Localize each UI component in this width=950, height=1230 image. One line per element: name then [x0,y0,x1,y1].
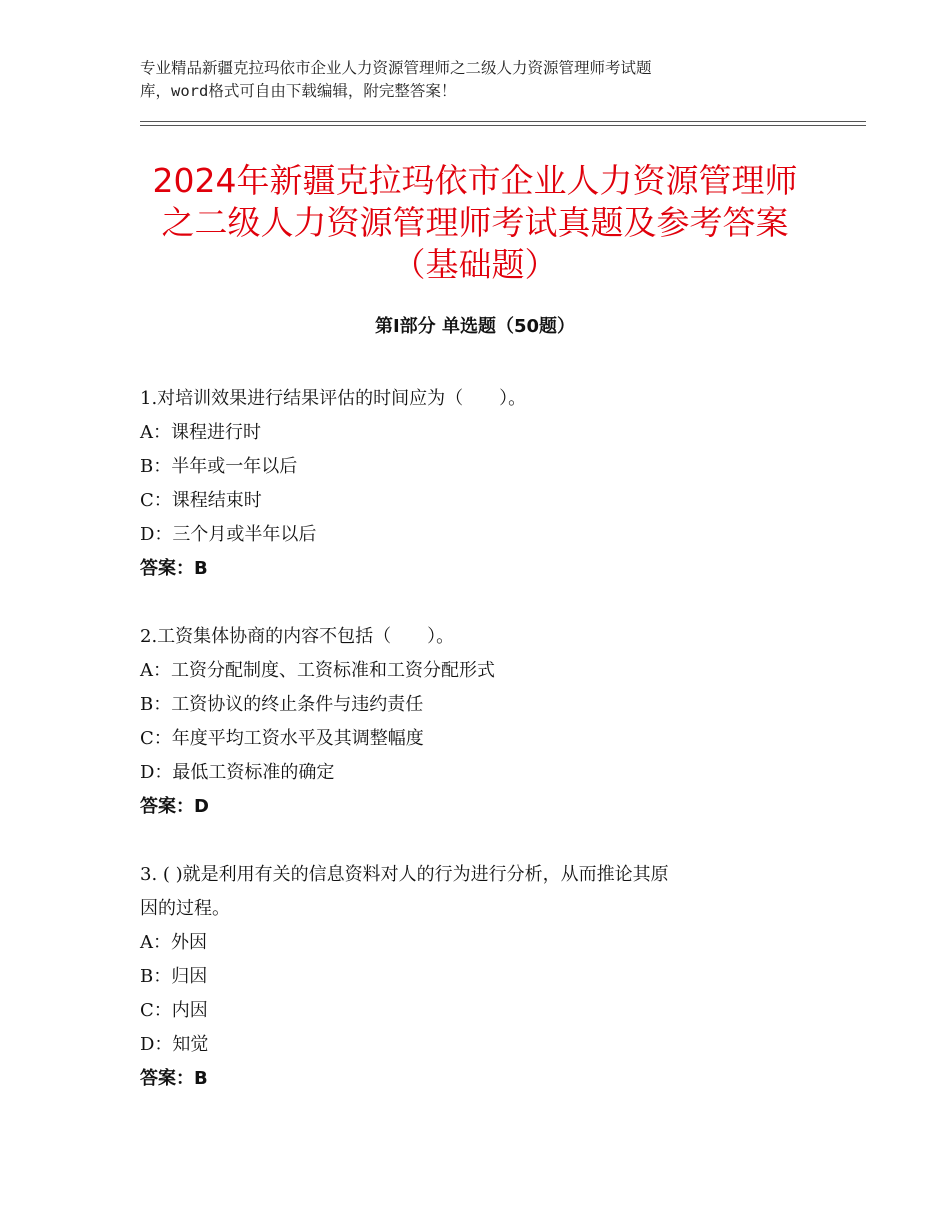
option-c: C：课程结束时 [140,490,262,511]
title-line: 2024年新疆克拉玛依市企业人力资源管理师 [152,161,798,200]
option-b: B：工资协议的终止条件与违约责任 [140,694,424,715]
header-note-line: 库，word格式可自由下载编辑，附完整答案！ [140,82,457,100]
title-line: （基础题） [392,245,558,284]
header-note [140,57,780,103]
title-line: 之二级人力资源管理师考试真题及参考答案 [161,203,789,242]
option-b: B：归因 [140,966,208,987]
question-stem: 1.对培训效果进行结果评估的时间应为（ ）。 [140,388,527,409]
option-a: A：工资分配制度、工资标准和工资分配形式 [140,660,495,681]
header-divider [140,125,866,126]
question-item [140,620,820,824]
answer-label: 答案：B [140,558,208,579]
option-d: D：最低工资标准的确定 [140,762,335,783]
question-stem-continued: 因的过程。 [140,898,230,919]
header-divider [140,121,866,122]
question-list [140,382,820,1130]
option-d: D：三个月或半年以后 [140,524,317,545]
question-item [140,858,820,1096]
answer-label: 答案：B [140,1068,208,1089]
question-stem: 3. ( )就是利用有关的信息资料对人的行为进行分析，从而推论其原 [140,864,669,885]
section-title: 第Ⅰ部分 单选题（50题） [374,316,575,337]
option-a: A：课程进行时 [140,422,261,443]
document-title [120,160,830,286]
option-c: C：内因 [140,1000,208,1021]
option-c: C：年度平均工资水平及其调整幅度 [140,728,424,749]
question-item [140,382,820,586]
option-d: D：知觉 [140,1034,209,1055]
option-b: B：半年或一年以后 [140,456,298,477]
header-note-line: 专业精品新疆克拉玛依市企业人力资源管理师之二级人力资源管理师考试题 [140,59,652,77]
question-stem: 2.工资集体协商的内容不包括（ ）。 [140,626,455,647]
option-a: A：外因 [140,932,207,953]
answer-label: 答案：D [140,796,209,817]
